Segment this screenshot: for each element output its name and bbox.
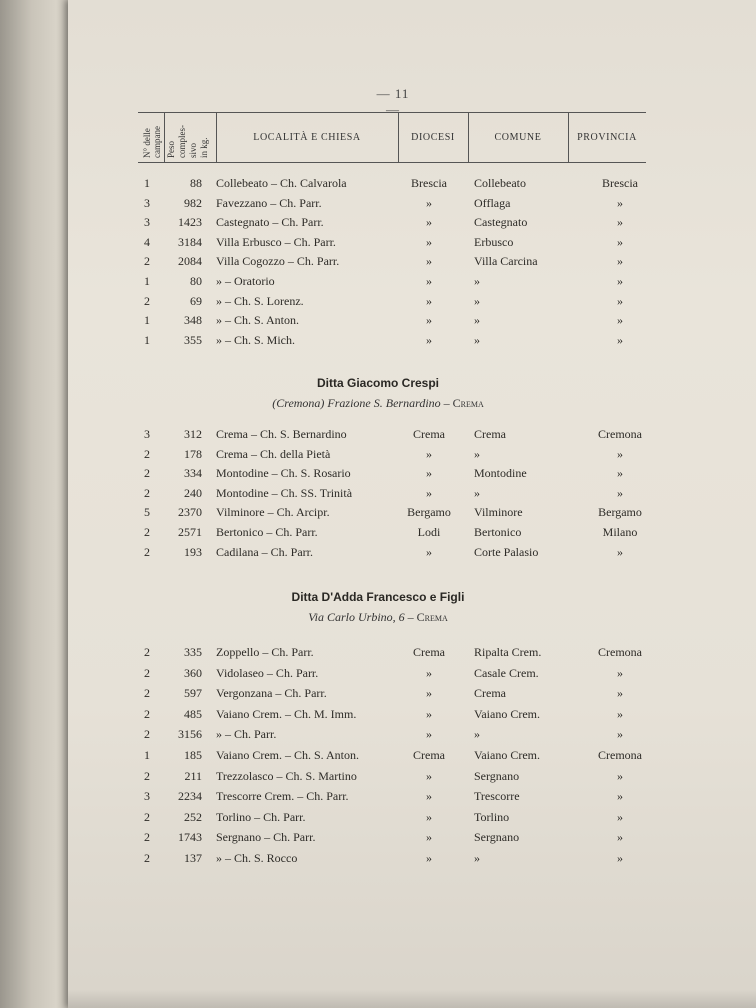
weight-kg-cell: 360 (184, 665, 202, 680)
weight-kg-cell: 3156 (178, 727, 202, 742)
table-row (68, 252, 756, 270)
table-row (68, 213, 756, 231)
table-row (68, 523, 756, 541)
diocese-cell: » (426, 274, 432, 288)
diocese-cell: » (426, 727, 432, 742)
bell-count-cell: 2 (144, 544, 150, 559)
header-comune: COMUNE (494, 131, 542, 143)
comune-cell: » (474, 446, 480, 461)
weight-kg-cell: 334 (184, 466, 202, 481)
bell-count-cell: 2 (144, 485, 150, 500)
province-cell: » (617, 544, 623, 559)
weight-kg-cell: 185 (184, 748, 202, 762)
table-row (68, 684, 756, 702)
facing-page-edge (0, 0, 70, 1008)
weight-kg-cell: 312 (184, 427, 202, 441)
locality-church-cell: Vaiano Crem. – Ch. S. Anton. (216, 748, 359, 762)
diocese-cell: » (426, 544, 432, 559)
header-peso-2: comples- (177, 125, 187, 158)
weight-kg-cell: 69 (190, 293, 202, 308)
table-row (68, 233, 756, 251)
comune-cell: Torlino (474, 809, 510, 824)
province-cell: Brescia (602, 176, 638, 190)
weight-kg-cell: 252 (184, 809, 202, 824)
province-cell: Bergamo (598, 505, 642, 520)
diocese-cell: » (426, 768, 432, 783)
weight-kg-cell: 2370 (178, 505, 202, 520)
comune-cell: » (474, 293, 480, 308)
comune-cell: » (474, 727, 480, 742)
locality-church-cell: Trescorre Crem. – Ch. Parr. (216, 789, 349, 804)
comune-cell: Castegnato (474, 215, 528, 230)
weight-kg-cell: 348 (184, 313, 202, 328)
comune-cell: Erbusco (474, 234, 514, 249)
bell-count-cell: 2 (144, 768, 150, 783)
province-cell: » (617, 293, 623, 308)
locality-church-cell: Sergnano – Ch. Parr. (216, 830, 316, 845)
province-cell: » (617, 195, 623, 210)
weight-kg-cell: 335 (184, 645, 202, 659)
table-row (68, 311, 756, 329)
table-row (68, 292, 756, 310)
table-row (68, 484, 756, 502)
comune-cell: Casale Crem. (474, 665, 539, 680)
locality-church-cell: Favezzano – Ch. Parr. (216, 195, 322, 210)
document-page (68, 0, 756, 1008)
bell-count-cell: 2 (144, 830, 150, 845)
province-cell: » (617, 466, 623, 481)
bell-count-cell: 2 (144, 809, 150, 824)
diocese-cell: Crema (413, 748, 445, 762)
comune-cell: Crema (474, 427, 506, 441)
comune-cell: Vaiano Crem. (474, 748, 540, 762)
province-cell: » (617, 851, 623, 865)
table-row (68, 174, 756, 192)
table-row (68, 272, 756, 290)
diocese-cell: » (426, 686, 432, 701)
province-cell: » (617, 830, 623, 845)
province-cell: » (617, 706, 623, 721)
comune-cell: Bertonico (474, 525, 522, 539)
comune-cell: » (474, 332, 480, 347)
comune-cell: » (474, 313, 480, 328)
locality-church-cell: Vilminore – Ch. Arcipr. (216, 505, 330, 520)
comune-cell: Offlaga (474, 195, 511, 210)
bell-count-cell: 2 (144, 645, 150, 659)
bell-count-cell: 2 (144, 851, 150, 865)
locality-church-cell: Villa Cogozzo – Ch. Parr. (216, 254, 340, 269)
bell-count-cell: 2 (144, 254, 150, 269)
diocese-cell: » (426, 665, 432, 680)
diocese-cell: » (426, 215, 432, 230)
weight-kg-cell: 178 (184, 446, 202, 461)
table-row (68, 503, 756, 521)
comune-cell: Sergnano (474, 830, 520, 845)
locality-church-cell: Zoppello – Ch. Parr. (216, 645, 314, 659)
diocese-cell: » (426, 809, 432, 824)
bell-count-cell: 3 (144, 427, 150, 441)
weight-kg-cell: 597 (184, 686, 202, 701)
comune-cell: Sergnano (474, 768, 520, 783)
page-number: — 11 — (376, 86, 410, 117)
header-provincia: PROVINCIA (577, 131, 637, 143)
table-row (68, 725, 756, 743)
weight-kg-cell: 355 (184, 332, 202, 347)
bell-count-cell: 2 (144, 727, 150, 742)
diocese-cell: » (426, 254, 432, 269)
diocese-cell: Crema (413, 645, 445, 659)
diocese-cell: Brescia (411, 176, 447, 190)
locality-church-cell: Villa Erbusco – Ch. Parr. (216, 234, 336, 249)
diocese-cell: » (426, 485, 432, 500)
header-peso-1: Peso (166, 140, 176, 158)
bell-count-cell: 2 (144, 293, 150, 308)
weight-kg-cell: 485 (184, 706, 202, 721)
comune-cell: Collebeato (474, 176, 526, 190)
locality-church-cell: Bertonico – Ch. Parr. (216, 525, 318, 539)
bell-count-cell: 3 (144, 215, 150, 230)
locality-church-cell: Crema – Ch. S. Bernardino (216, 427, 347, 441)
address-text: (Cremona) Frazione S. Bernardino – (272, 396, 453, 410)
comune-cell: » (474, 274, 480, 288)
bell-count-cell: 1 (144, 748, 150, 762)
header-divider (164, 112, 165, 162)
table-row (68, 664, 756, 682)
header-peso-4: in kg. (199, 137, 209, 158)
locality-church-cell: Vidolaseo – Ch. Parr. (216, 665, 319, 680)
locality-church-cell: » – Ch. S. Mich. (216, 332, 296, 347)
comune-cell: Crema (474, 686, 506, 701)
table-row (68, 464, 756, 482)
province-cell: » (617, 686, 623, 701)
comune-cell: Corte Palasio (474, 544, 539, 559)
province-cell: » (617, 789, 623, 804)
province-cell: » (617, 332, 623, 347)
province-cell: » (617, 254, 623, 269)
province-cell: » (617, 768, 623, 783)
weight-kg-cell: 80 (190, 274, 202, 288)
weight-kg-cell: 3184 (178, 234, 202, 249)
province-cell: » (617, 313, 623, 328)
locality-church-cell: Torlino – Ch. Parr. (216, 809, 306, 824)
weight-kg-cell: 240 (184, 485, 202, 500)
province-cell: » (617, 274, 623, 288)
diocese-cell: » (426, 293, 432, 308)
province-cell: Milano (602, 525, 638, 539)
table-row (68, 643, 756, 661)
comune-cell: » (474, 485, 480, 500)
bell-count-cell: 3 (144, 789, 150, 804)
bell-count-cell: 2 (144, 665, 150, 680)
bell-count-cell: 1 (144, 176, 150, 190)
diocese-cell: » (426, 789, 432, 804)
diocese-cell: » (426, 313, 432, 328)
locality-church-cell: » – Oratorio (216, 274, 275, 288)
table-row (68, 194, 756, 212)
comune-cell: Villa Carcina (474, 254, 538, 269)
weight-kg-cell: 88 (190, 176, 202, 190)
province-cell: » (617, 446, 623, 461)
locality-church-cell: Montodine – Ch. SS. Trinità (216, 485, 353, 500)
province-cell: Cremona (598, 748, 642, 762)
ditta-dadda-title: Ditta D'Adda Francesco e Figli (291, 590, 465, 604)
weight-kg-cell: 2084 (178, 254, 202, 269)
table-row (68, 445, 756, 463)
comune-cell: Vaiano Crem. (474, 706, 540, 721)
table-row (68, 543, 756, 561)
diocese-cell: » (426, 830, 432, 845)
province-cell: Cremona (598, 645, 642, 659)
province-cell: Cremona (598, 427, 642, 441)
diocese-cell: Crema (413, 427, 445, 441)
locality-church-cell: » – Ch. S. Rocco (216, 851, 298, 865)
weight-kg-cell: 211 (184, 768, 202, 783)
diocese-cell: » (426, 466, 432, 481)
address-text: Via Carlo Urbino, 6 – (308, 610, 417, 624)
diocese-cell: » (426, 332, 432, 347)
bell-count-cell: 2 (144, 706, 150, 721)
locality-church-cell: Cadilana – Ch. Parr. (216, 544, 313, 559)
address-city: Crema (452, 396, 484, 410)
weight-kg-cell: 1743 (178, 830, 202, 845)
table-row (68, 808, 756, 826)
locality-church-cell: » – Ch. S. Anton. (216, 313, 300, 328)
province-cell: » (617, 215, 623, 230)
table-row (68, 746, 756, 764)
header-diocesi: DIOCESI (411, 131, 455, 143)
bell-count-cell: 2 (144, 525, 150, 539)
bell-count-cell: 2 (144, 466, 150, 481)
address-city: Crema (416, 610, 448, 624)
diocese-cell: » (426, 234, 432, 249)
weight-kg-cell: 982 (184, 195, 202, 210)
ditta-dadda-address (198, 610, 558, 625)
table-row (68, 849, 756, 867)
weight-kg-cell: 193 (184, 544, 202, 559)
province-cell: » (617, 485, 623, 500)
bell-count-cell: 3 (144, 195, 150, 210)
bell-count-cell: 2 (144, 686, 150, 701)
province-cell: » (617, 809, 623, 824)
comune-cell: Trescorre (474, 789, 520, 804)
diocese-cell: Bergamo (407, 505, 451, 520)
table-row (68, 787, 756, 805)
weight-kg-cell: 1423 (178, 215, 202, 230)
header-peso-3: sivo (188, 142, 198, 158)
locality-church-cell: Crema – Ch. della Pietà (216, 446, 331, 461)
locality-church-cell: Castegnato – Ch. Parr. (216, 215, 324, 230)
ditta-crespi-title: Ditta Giacomo Crespi (316, 376, 440, 390)
locality-church-cell: Collebeato – Ch. Calvarola (216, 176, 347, 190)
comune-cell: Vilminore (474, 505, 523, 520)
header-campane: N° delle campane (142, 126, 162, 158)
locality-church-cell: » – Ch. Parr. (216, 727, 277, 742)
table-row (68, 425, 756, 443)
header-localita: LOCALITÀ E CHIESA (253, 131, 361, 143)
bell-count-cell: 1 (144, 274, 150, 288)
comune-cell: Ripalta Crem. (474, 645, 542, 659)
bell-count-cell: 5 (144, 505, 150, 520)
weight-kg-cell: 2234 (178, 789, 202, 804)
table-row (68, 828, 756, 846)
table-row (68, 767, 756, 785)
table-row (68, 705, 756, 723)
page-bottom-shadow (68, 990, 756, 1008)
comune-cell: Montodine (474, 466, 527, 481)
weight-kg-cell: 2571 (178, 525, 202, 539)
diocese-cell: » (426, 446, 432, 461)
locality-church-cell: Vaiano Crem. – Ch. M. Imm. (216, 706, 357, 721)
province-cell: » (617, 665, 623, 680)
bell-count-cell: 1 (144, 332, 150, 347)
bell-count-cell: 4 (144, 234, 150, 249)
ditta-crespi-address (198, 396, 558, 411)
table-row (68, 331, 756, 349)
bell-count-cell: 1 (144, 313, 150, 328)
diocese-cell: » (426, 706, 432, 721)
province-cell: » (617, 727, 623, 742)
locality-church-cell: » – Ch. S. Lorenz. (216, 293, 304, 308)
bell-count-cell: 2 (144, 446, 150, 461)
header-bottom-rule (138, 162, 646, 163)
diocese-cell: » (426, 195, 432, 210)
weight-kg-cell: 137 (184, 851, 202, 865)
locality-church-cell: Trezzolasco – Ch. S. Martino (216, 768, 357, 783)
locality-church-cell: Montodine – Ch. S. Rosario (216, 466, 351, 481)
comune-cell: » (474, 851, 480, 865)
locality-church-cell: Vergonzana – Ch. Parr. (216, 686, 327, 701)
diocese-cell: » (426, 851, 432, 865)
province-cell: » (617, 234, 623, 249)
diocese-cell: Lodi (417, 525, 441, 539)
